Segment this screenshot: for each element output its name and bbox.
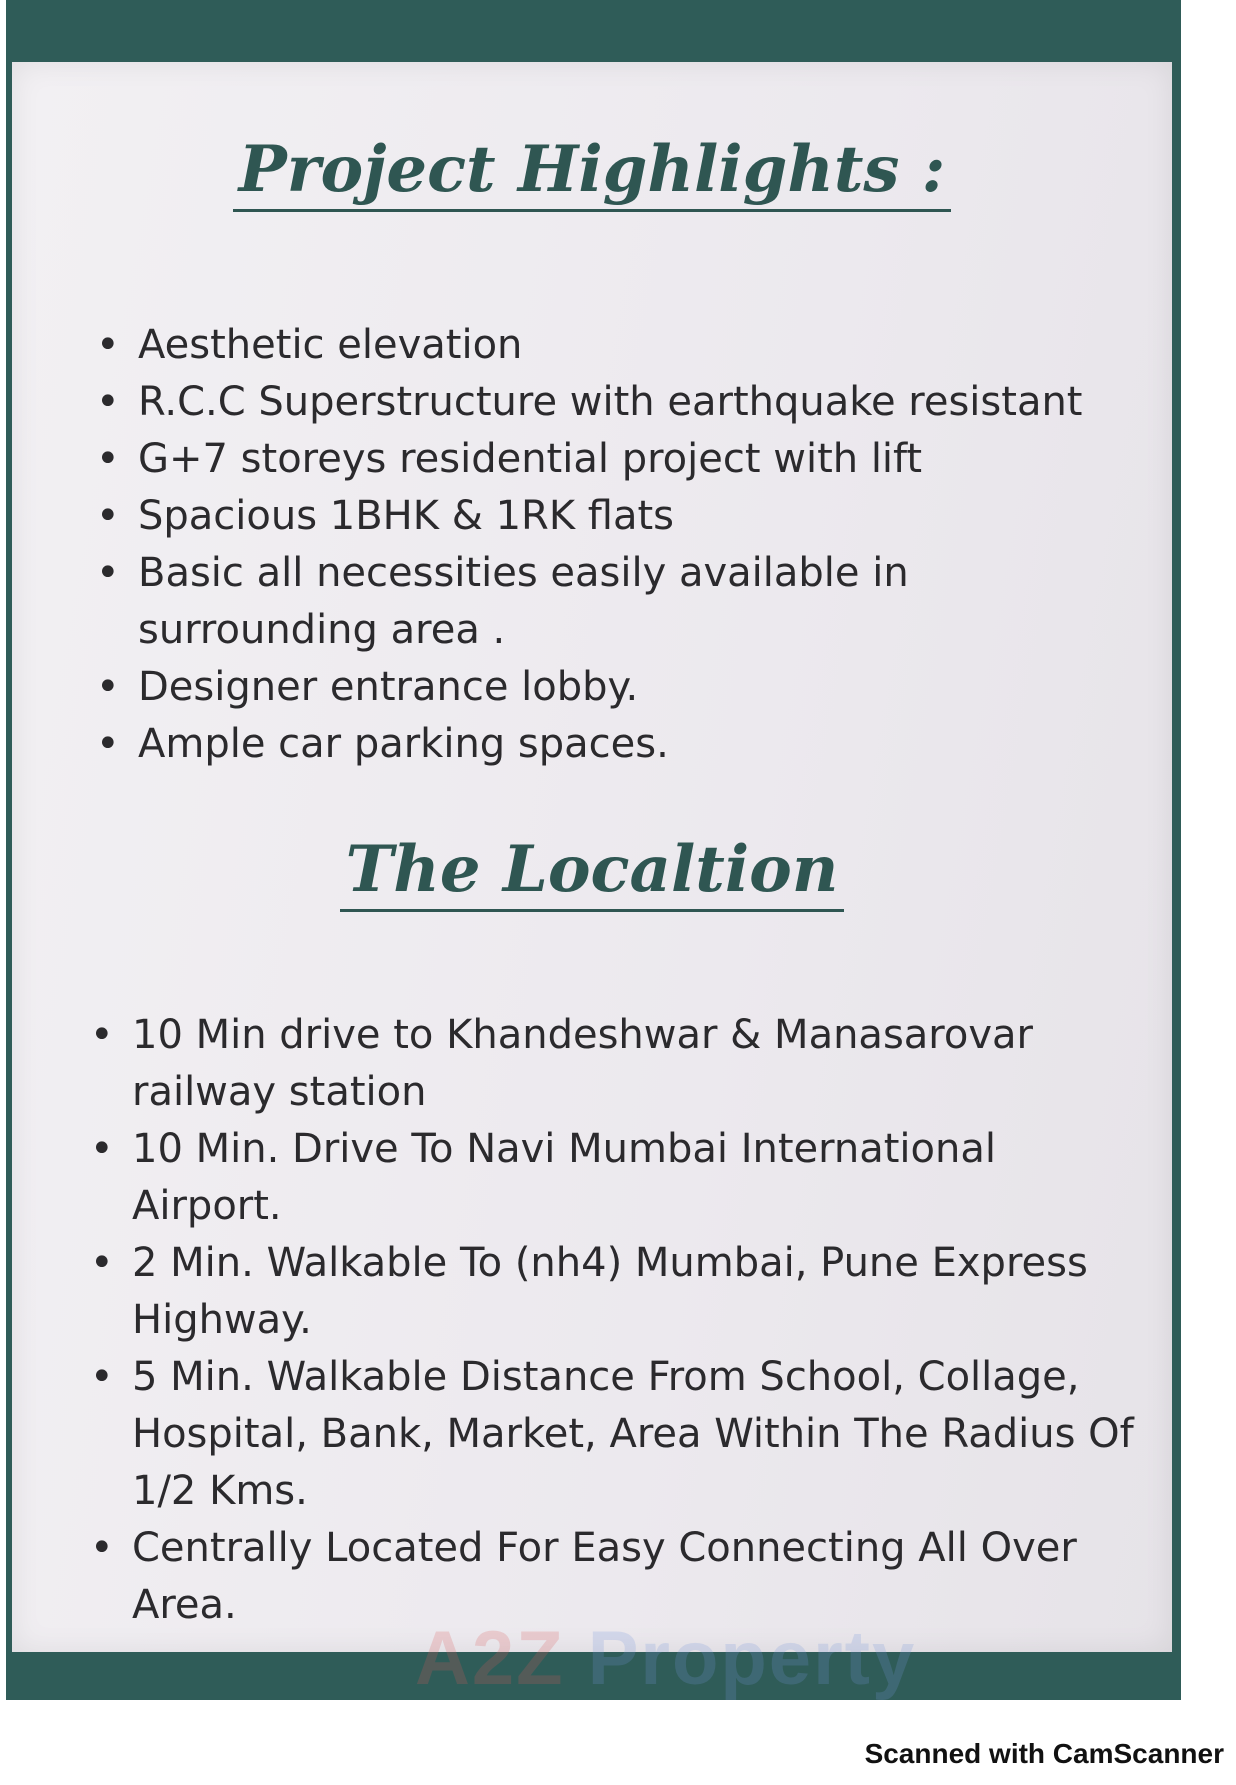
list-item: • 5 Min. Walkable Distance From School, Collage, Hospital, Bank, Market, Area Within The Radius Of 1/2 Kms.: [90, 1349, 1150, 1520]
scanner-footer: Scanned with CamScanner: [864, 1738, 1224, 1769]
location-heading: The Localtion: [12, 832, 1172, 912]
bullet-icon: •: [90, 1126, 114, 1172]
list-item: • G+7 storeys residential project with lift: [96, 431, 1096, 488]
bullet-icon: •: [96, 436, 120, 482]
location-list: [90, 1007, 1150, 1634]
bullet-icon: •: [96, 493, 120, 539]
bullet-icon: •: [96, 379, 120, 425]
bullet-icon: •: [96, 664, 120, 710]
list-item: • 10 Min. Drive To Navi Mumbai International Airport.: [90, 1121, 1150, 1235]
brochure-page: [12, 62, 1172, 1652]
bullet-icon: •: [96, 550, 120, 596]
bullet-icon: •: [90, 1354, 114, 1400]
list-item: • Basic all necessities easily available in surrounding area .: [96, 545, 1096, 659]
highlights-heading: Project Highlights :: [12, 132, 1172, 212]
list-item: • Designer entrance lobby.: [96, 659, 1096, 716]
list-item: • 2 Min. Walkable To (nh4) Mumbai, Pune Express Highway.: [90, 1235, 1150, 1349]
bullet-icon: •: [90, 1525, 114, 1571]
bullet-icon: •: [96, 721, 120, 767]
list-item: • R.C.C Superstructure with earthquake resistant: [96, 374, 1096, 431]
bullet-icon: •: [96, 322, 120, 368]
list-item: • Spacious 1BHK & 1RK flats: [96, 488, 1096, 545]
list-item: • 10 Min drive to Khandeshwar & Manasarovar railway station: [90, 1007, 1150, 1121]
brochure-frame: [6, 0, 1181, 1700]
highlights-list: [96, 317, 1096, 773]
watermark-logo: A2Z Property: [415, 1616, 917, 1701]
list-item: • Ample car parking spaces.: [96, 716, 1096, 773]
list-item: • Centrally Located For Easy Connecting All Over Area.: [90, 1520, 1150, 1634]
bullet-icon: •: [90, 1012, 114, 1058]
list-item: • Aesthetic elevation: [96, 317, 1096, 374]
bullet-icon: •: [90, 1240, 114, 1286]
